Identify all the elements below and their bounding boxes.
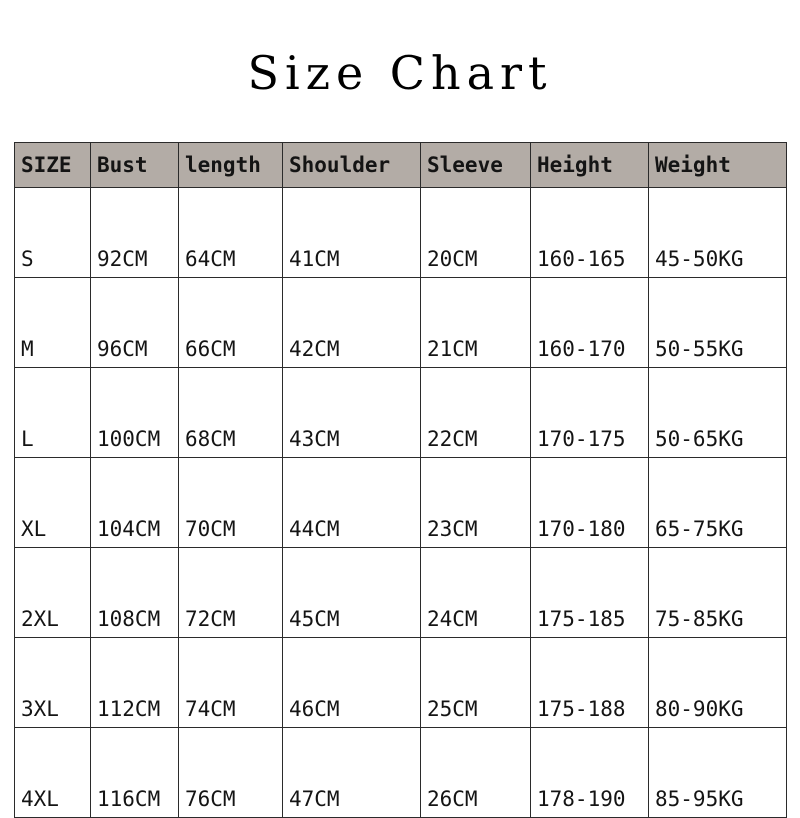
cell-length: 70CM [179,458,283,548]
column-header-sleeve: Sleeve [421,143,531,188]
column-header-weight: Weight [649,143,787,188]
cell-length: 76CM [179,728,283,818]
cell-bust: 104CM [91,458,179,548]
cell-bust: 100CM [91,368,179,458]
column-header-shoulder: Shoulder [283,143,421,188]
cell-sleeve: 24CM [421,548,531,638]
cell-size: XL [15,458,91,548]
size-table-container [14,142,786,818]
table-row [15,458,787,548]
cell-weight: 50-55KG [649,278,787,368]
cell-length: 68CM [179,368,283,458]
cell-length: 74CM [179,638,283,728]
cell-shoulder: 41CM [283,188,421,278]
cell-height: 170-180 [531,458,649,548]
cell-weight: 75-85KG [649,548,787,638]
cell-shoulder: 46CM [283,638,421,728]
cell-shoulder: 47CM [283,728,421,818]
table-row [15,188,787,278]
cell-height: 160-165 [531,188,649,278]
column-header-size: SIZE [15,143,91,188]
page-title: Size Chart [247,46,553,100]
table-row [15,278,787,368]
cell-size: M [15,278,91,368]
cell-weight: 65-75KG [649,458,787,548]
cell-shoulder: 43CM [283,368,421,458]
cell-bust: 108CM [91,548,179,638]
table-header [15,143,787,188]
cell-bust: 96CM [91,278,179,368]
table-row [15,728,787,818]
cell-size: S [15,188,91,278]
table-row [15,368,787,458]
cell-height: 175-188 [531,638,649,728]
cell-height: 178-190 [531,728,649,818]
column-header-height: Height [531,143,649,188]
table-body [15,188,787,818]
column-header-bust: Bust [91,143,179,188]
cell-sleeve: 25CM [421,638,531,728]
cell-height: 175-185 [531,548,649,638]
cell-weight: 50-65KG [649,368,787,458]
cell-shoulder: 42CM [283,278,421,368]
cell-weight: 45-50KG [649,188,787,278]
cell-bust: 116CM [91,728,179,818]
cell-sleeve: 26CM [421,728,531,818]
cell-sleeve: 22CM [421,368,531,458]
cell-sleeve: 20CM [421,188,531,278]
cell-shoulder: 45CM [283,548,421,638]
cell-shoulder: 44CM [283,458,421,548]
table-row [15,548,787,638]
cell-length: 72CM [179,548,283,638]
cell-length: 66CM [179,278,283,368]
cell-height: 160-170 [531,278,649,368]
cell-weight: 80-90KG [649,638,787,728]
column-header-length: length [179,143,283,188]
cell-size: L [15,368,91,458]
size-table [14,142,787,818]
cell-size: 4XL [15,728,91,818]
cell-bust: 112CM [91,638,179,728]
cell-sleeve: 21CM [421,278,531,368]
cell-size: 3XL [15,638,91,728]
cell-length: 64CM [179,188,283,278]
cell-size: 2XL [15,548,91,638]
table-row [15,638,787,728]
cell-height: 170-175 [531,368,649,458]
cell-bust: 92CM [91,188,179,278]
cell-weight: 85-95KG [649,728,787,818]
table-header-row [15,143,787,188]
cell-sleeve: 23CM [421,458,531,548]
